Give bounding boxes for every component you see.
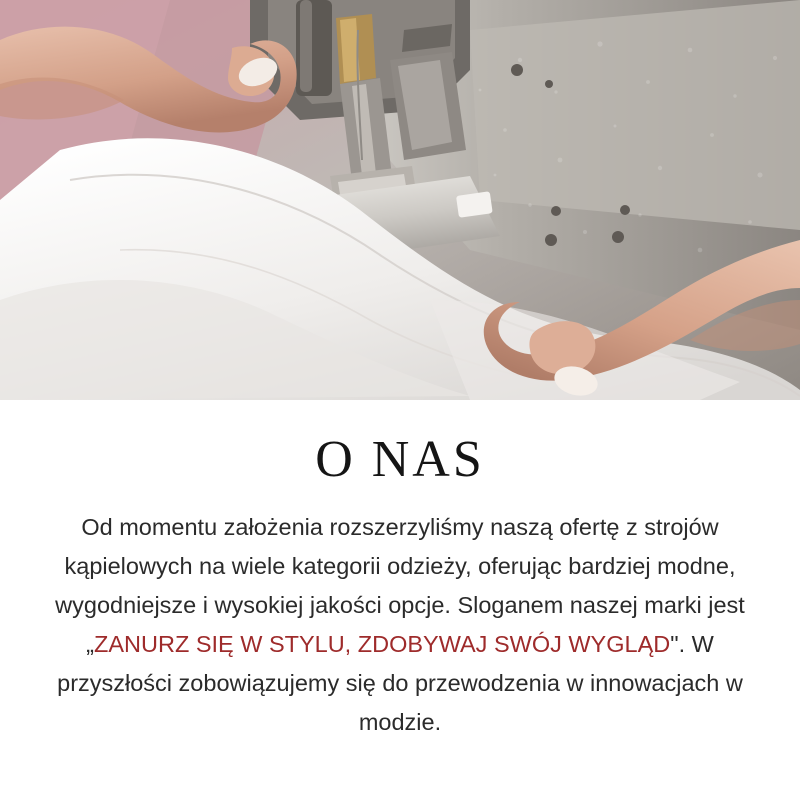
about-paragraph	[36, 508, 764, 742]
page-title: O NAS	[315, 431, 485, 488]
about-section	[0, 400, 800, 800]
brand-slogan: ZANURZ SIĘ W STYLU, ZDOBYWAJ SWÓJ WYGLĄD	[94, 631, 671, 657]
paragraph-lead: Od momentu założenia rozszerzyliśmy naszą ofertę z strojów kąpielowych na wiele kategorii odzieży, oferując bardziej modne, wygodniejsze i wysokiej jakości opcje. Sloganem naszej marki jest „	[55, 514, 745, 657]
paragraph-tail: ". W przyszłości zobowiązujemy się do przewodzenia w innowacjach w modzie.	[57, 631, 743, 735]
